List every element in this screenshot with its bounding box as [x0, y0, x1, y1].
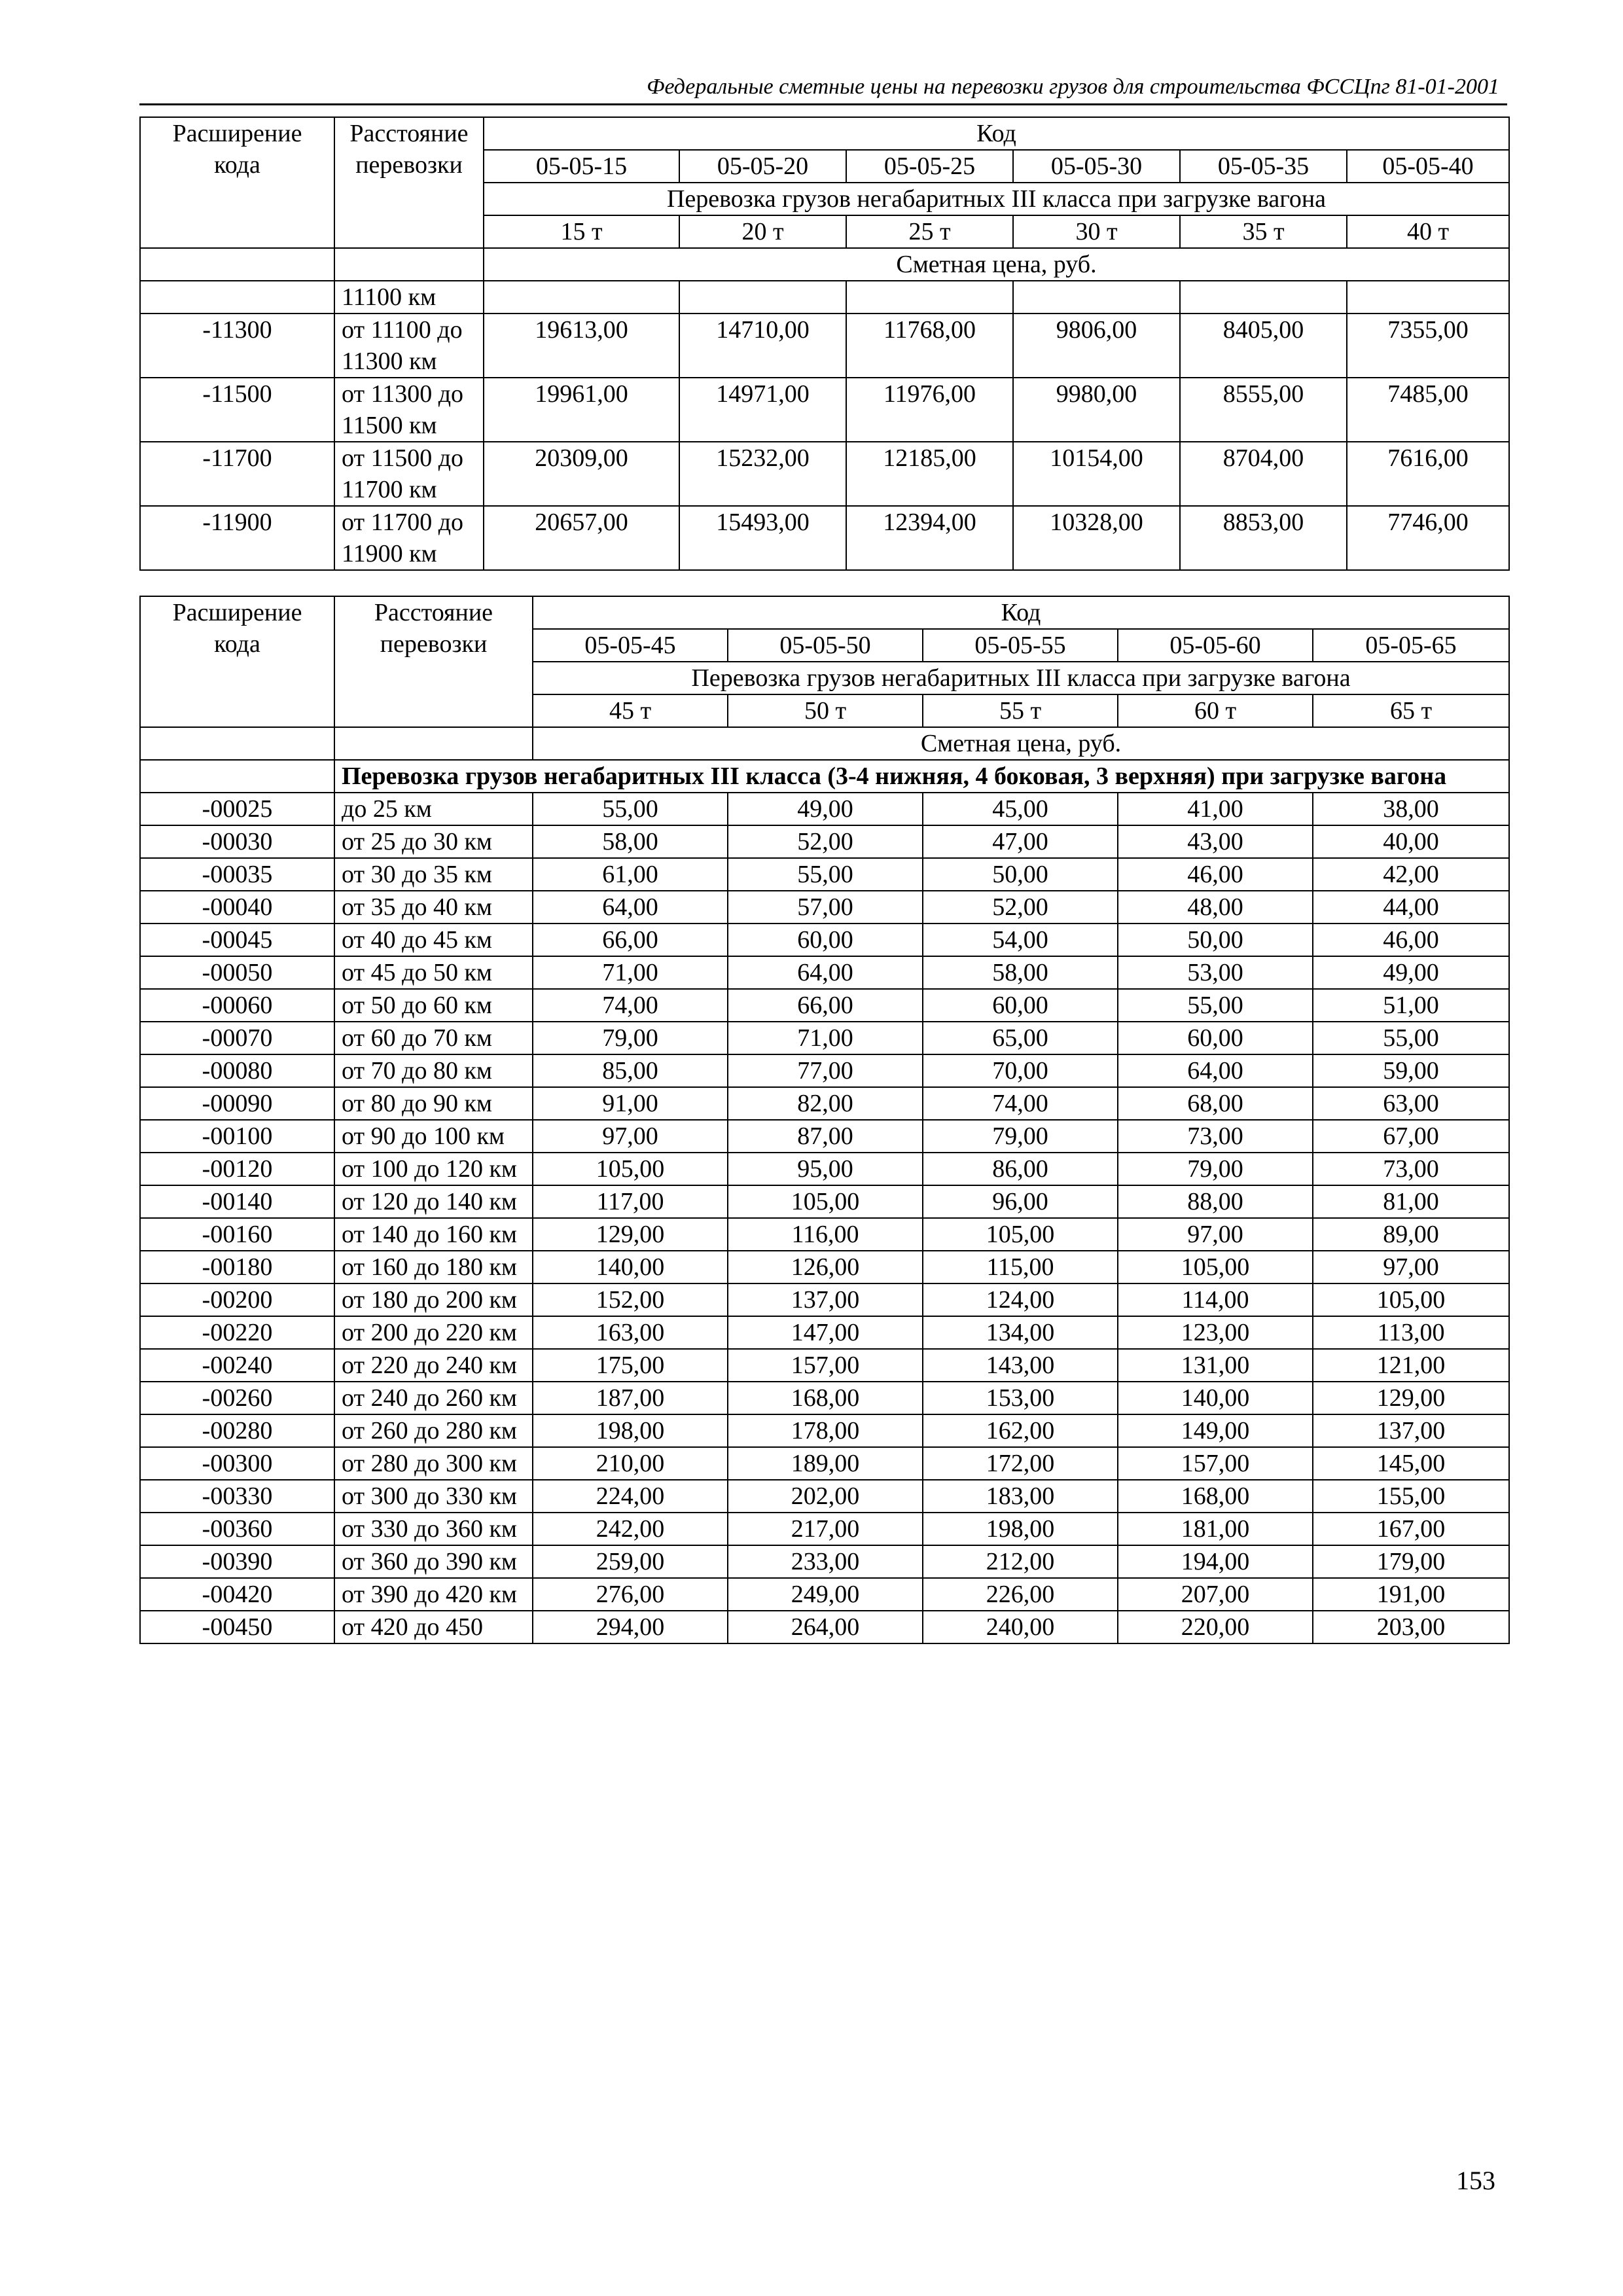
code-header: 05-05-55	[923, 629, 1118, 662]
table-row	[140, 1283, 1509, 1316]
table-row	[140, 956, 1509, 989]
header-description: Перевозка грузов негабаритных III класса при загрузке вагона	[533, 662, 1509, 694]
row-price: 46,00	[1118, 858, 1313, 891]
weight-header: 55 т	[923, 694, 1118, 727]
row-extension: -00260	[140, 1382, 334, 1414]
row-price: 121,00	[1313, 1349, 1509, 1382]
row-price: 115,00	[923, 1251, 1118, 1283]
empty-cell	[140, 727, 334, 760]
table-row	[140, 1349, 1509, 1382]
row-price: 9806,00	[1013, 314, 1180, 378]
row-price: 57,00	[728, 891, 923, 924]
table-row	[140, 1251, 1509, 1283]
row-price: 77,00	[728, 1054, 923, 1087]
row-price: 162,00	[923, 1414, 1118, 1447]
row-price: 105,00	[1118, 1251, 1313, 1283]
row-price: 55,00	[728, 858, 923, 891]
row-distance: от 30 до 35 км	[334, 858, 533, 891]
row-price: 68,00	[1118, 1087, 1313, 1120]
running-header	[139, 71, 1507, 105]
row-price: 48,00	[1118, 891, 1313, 924]
row-price: 97,00	[533, 1120, 728, 1153]
weight-header: 35 т	[1180, 215, 1347, 248]
table-row	[140, 1218, 1509, 1251]
row-price: 97,00	[1313, 1251, 1509, 1283]
header-code: Код	[533, 596, 1509, 629]
row-price: 50,00	[923, 858, 1118, 891]
table-row	[140, 1153, 1509, 1185]
row-price: 53,00	[1118, 956, 1313, 989]
row-price: 168,00	[728, 1382, 923, 1414]
table-row	[140, 989, 1509, 1022]
row-distance: от 100 до 120 км	[334, 1153, 533, 1185]
row-price: 134,00	[923, 1316, 1118, 1349]
table-row	[140, 1545, 1509, 1578]
empty-cell	[140, 248, 334, 281]
row-price: 124,00	[923, 1283, 1118, 1316]
row-extension: -00070	[140, 1022, 334, 1054]
row-extension: -11900	[140, 506, 334, 570]
row-distance: от 50 до 60 км	[334, 989, 533, 1022]
row-price: 240,00	[923, 1611, 1118, 1643]
row-distance: от 260 до 280 км	[334, 1414, 533, 1447]
row-price: 87,00	[728, 1120, 923, 1153]
row-price: 8853,00	[1180, 506, 1347, 570]
code-header: 05-05-60	[1118, 629, 1313, 662]
row-price: 15232,00	[679, 442, 846, 506]
row-price: 64,00	[728, 956, 923, 989]
row-price: 8704,00	[1180, 442, 1347, 506]
row-price: 63,00	[1313, 1087, 1509, 1120]
empty-cell	[1180, 281, 1347, 314]
row-price: 96,00	[923, 1185, 1118, 1218]
row-price: 19961,00	[484, 378, 679, 442]
row-extension: -00090	[140, 1087, 334, 1120]
row-distance: от 25 до 30 км	[334, 825, 533, 858]
header-extension: Расширение кода	[140, 596, 334, 727]
table-row	[140, 1480, 1509, 1513]
row-extension: -00140	[140, 1185, 334, 1218]
table-row	[140, 793, 1509, 825]
table-row	[140, 1316, 1509, 1349]
row-price: 224,00	[533, 1480, 728, 1513]
row-price: 233,00	[728, 1545, 923, 1578]
table-row	[140, 1447, 1509, 1480]
row-price: 43,00	[1118, 825, 1313, 858]
row-price: 19613,00	[484, 314, 679, 378]
weight-header: 30 т	[1013, 215, 1180, 248]
row-price: 85,00	[533, 1054, 728, 1087]
code-header: 05-05-30	[1013, 150, 1180, 183]
row-distance: от 11100 до 11300 км	[334, 314, 484, 378]
row-price: 157,00	[1118, 1447, 1313, 1480]
row-distance: от 420 до 450	[334, 1611, 533, 1643]
row-distance: от 160 до 180 км	[334, 1251, 533, 1283]
page-number: 153	[1456, 2166, 1495, 2195]
row-price: 45,00	[923, 793, 1118, 825]
row-price: 105,00	[728, 1185, 923, 1218]
table-row	[140, 1513, 1509, 1545]
row-extension: -00390	[140, 1545, 334, 1578]
row-price: 71,00	[533, 956, 728, 989]
row-distance: от 11700 до 11900 км	[334, 506, 484, 570]
row-price: 220,00	[1118, 1611, 1313, 1643]
row-price: 61,00	[533, 858, 728, 891]
weight-header: 20 т	[679, 215, 846, 248]
row-price: 116,00	[728, 1218, 923, 1251]
row-price: 38,00	[1313, 793, 1509, 825]
row-price: 79,00	[533, 1022, 728, 1054]
row-distance: от 300 до 330 км	[334, 1480, 533, 1513]
code-header: 05-05-25	[846, 150, 1013, 183]
row-price: 194,00	[1118, 1545, 1313, 1578]
row-price: 11768,00	[846, 314, 1013, 378]
row-price: 74,00	[533, 989, 728, 1022]
row-price: 8555,00	[1180, 378, 1347, 442]
row-price: 88,00	[1118, 1185, 1313, 1218]
row-extension: -00240	[140, 1349, 334, 1382]
table-row	[140, 1054, 1509, 1087]
price-table-2	[139, 596, 1510, 1644]
row-price: 264,00	[728, 1611, 923, 1643]
row-extension: -00035	[140, 858, 334, 891]
weight-header: 50 т	[728, 694, 923, 727]
table-row	[140, 1414, 1509, 1447]
row-price: 66,00	[533, 924, 728, 956]
row-price: 145,00	[1313, 1447, 1509, 1480]
row-extension: -00040	[140, 891, 334, 924]
row-price: 140,00	[533, 1251, 728, 1283]
row-price: 191,00	[1313, 1578, 1509, 1611]
row-price: 73,00	[1313, 1153, 1509, 1185]
row-distance: от 40 до 45 км	[334, 924, 533, 956]
row-price: 152,00	[533, 1283, 728, 1316]
row-price: 212,00	[923, 1545, 1118, 1578]
row-price: 49,00	[1313, 956, 1509, 989]
row-price: 54,00	[923, 924, 1118, 956]
row-price: 74,00	[923, 1087, 1118, 1120]
row-price: 12185,00	[846, 442, 1013, 506]
empty-cell	[334, 248, 484, 281]
row-price: 123,00	[1118, 1316, 1313, 1349]
table-row	[140, 1087, 1509, 1120]
row-price: 149,00	[1118, 1414, 1313, 1447]
empty-cell	[679, 281, 846, 314]
row-price: 249,00	[728, 1578, 923, 1611]
row-extension: -00050	[140, 956, 334, 989]
row-price: 47,00	[923, 825, 1118, 858]
row-price: 105,00	[1313, 1283, 1509, 1316]
price-table-1	[139, 117, 1510, 571]
code-header: 05-05-20	[679, 150, 846, 183]
empty-cell	[1013, 281, 1180, 314]
table-row	[140, 378, 1509, 442]
row-price: 129,00	[533, 1218, 728, 1251]
row-extension: -00120	[140, 1153, 334, 1185]
row-distance: от 280 до 300 км	[334, 1447, 533, 1480]
row-price: 147,00	[728, 1316, 923, 1349]
code-header: 05-05-65	[1313, 629, 1509, 662]
row-price: 20309,00	[484, 442, 679, 506]
row-extension: -00045	[140, 924, 334, 956]
row-extension: -00330	[140, 1480, 334, 1513]
weight-header: 25 т	[846, 215, 1013, 248]
row-price: 97,00	[1118, 1218, 1313, 1251]
row-price: 179,00	[1313, 1545, 1509, 1578]
row-price: 226,00	[923, 1578, 1118, 1611]
row-price: 155,00	[1313, 1480, 1509, 1513]
row-price: 276,00	[533, 1578, 728, 1611]
empty-cell	[140, 281, 334, 314]
row-distance: от 35 до 40 км	[334, 891, 533, 924]
row-price: 181,00	[1118, 1513, 1313, 1545]
row-price: 67,00	[1313, 1120, 1509, 1153]
row-distance: от 120 до 140 км	[334, 1185, 533, 1218]
row-price: 12394,00	[846, 506, 1013, 570]
code-header: 05-05-40	[1347, 150, 1509, 183]
row-price: 86,00	[923, 1153, 1118, 1185]
table-row	[140, 1022, 1509, 1054]
row-price: 157,00	[728, 1349, 923, 1382]
header-title: Федеральные сметные цены на перевозки грузов для строительства ФССЦпг 81-01-2001	[647, 75, 1499, 99]
row-distance: от 360 до 390 км	[334, 1545, 533, 1578]
row-price: 64,00	[533, 891, 728, 924]
row-price: 44,00	[1313, 891, 1509, 924]
code-header: 05-05-15	[484, 150, 679, 183]
row-price: 49,00	[728, 793, 923, 825]
row-price: 65,00	[923, 1022, 1118, 1054]
row-extension: -11500	[140, 378, 334, 442]
row-distance: до 25 км	[334, 793, 533, 825]
row-price: 105,00	[533, 1153, 728, 1185]
row-price: 175,00	[533, 1349, 728, 1382]
header-extension: Расширение кода	[140, 117, 334, 248]
row-price: 168,00	[1118, 1480, 1313, 1513]
row-price: 91,00	[533, 1087, 728, 1120]
table-row	[140, 1611, 1509, 1643]
row-distance: от 220 до 240 км	[334, 1349, 533, 1382]
row-extension: -00280	[140, 1414, 334, 1447]
row-extension: -00160	[140, 1218, 334, 1251]
row-extension: -00025	[140, 793, 334, 825]
row-extension: -00200	[140, 1283, 334, 1316]
row-price: 55,00	[1313, 1022, 1509, 1054]
row-extension: -00300	[140, 1447, 334, 1480]
row-price: 105,00	[923, 1218, 1118, 1251]
row-price: 59,00	[1313, 1054, 1509, 1087]
row-price: 95,00	[728, 1153, 923, 1185]
row-price: 51,00	[1313, 989, 1509, 1022]
weight-header: 60 т	[1118, 694, 1313, 727]
row-price: 217,00	[728, 1513, 923, 1545]
header-distance: Расстояние перевозки	[334, 596, 533, 727]
row-price: 40,00	[1313, 825, 1509, 858]
row-price: 242,00	[533, 1513, 728, 1545]
row-price: 41,00	[1118, 793, 1313, 825]
table-row	[140, 858, 1509, 891]
row-price: 14971,00	[679, 378, 846, 442]
empty-cell	[334, 727, 533, 760]
row-price: 58,00	[923, 956, 1118, 989]
table-row	[140, 1578, 1509, 1611]
row-distance: от 70 до 80 км	[334, 1054, 533, 1087]
row-price: 137,00	[728, 1283, 923, 1316]
row-price: 70,00	[923, 1054, 1118, 1087]
row-price: 163,00	[533, 1316, 728, 1349]
table-row	[140, 506, 1509, 570]
table-row	[140, 314, 1509, 378]
row-distance: от 240 до 260 км	[334, 1382, 533, 1414]
row-price: 143,00	[923, 1349, 1118, 1382]
row-price: 126,00	[728, 1251, 923, 1283]
row-distance: от 90 до 100 км	[334, 1120, 533, 1153]
code-header: 05-05-35	[1180, 150, 1347, 183]
row-price: 178,00	[728, 1414, 923, 1447]
row-distance: от 80 до 90 км	[334, 1087, 533, 1120]
row-distance: от 45 до 50 км	[334, 956, 533, 989]
row-price: 129,00	[1313, 1382, 1509, 1414]
row-price: 172,00	[923, 1447, 1118, 1480]
row-price: 167,00	[1313, 1513, 1509, 1545]
row-price: 7746,00	[1347, 506, 1509, 570]
row-price: 58,00	[533, 825, 728, 858]
table-row	[140, 442, 1509, 506]
header-price: Сметная цена, руб.	[533, 727, 1509, 760]
row-price: 117,00	[533, 1185, 728, 1218]
row-price: 210,00	[533, 1447, 728, 1480]
row-price: 7355,00	[1347, 314, 1509, 378]
row-price: 140,00	[1118, 1382, 1313, 1414]
row-extension: -11700	[140, 442, 334, 506]
row-price: 81,00	[1313, 1185, 1509, 1218]
row-price: 9980,00	[1013, 378, 1180, 442]
row-price: 14710,00	[679, 314, 846, 378]
carry-over-distance: 11100 км	[334, 281, 484, 314]
row-extension: -00180	[140, 1251, 334, 1283]
row-extension: -00100	[140, 1120, 334, 1153]
row-extension: -00220	[140, 1316, 334, 1349]
row-price: 55,00	[533, 793, 728, 825]
row-price: 10328,00	[1013, 506, 1180, 570]
row-price: 89,00	[1313, 1218, 1509, 1251]
weight-header: 45 т	[533, 694, 728, 727]
row-distance: от 11300 до 11500 км	[334, 378, 484, 442]
row-price: 73,00	[1118, 1120, 1313, 1153]
row-distance: от 60 до 70 км	[334, 1022, 533, 1054]
row-price: 20657,00	[484, 506, 679, 570]
weight-header: 15 т	[484, 215, 679, 248]
row-price: 137,00	[1313, 1414, 1509, 1447]
row-price: 60,00	[923, 989, 1118, 1022]
row-price: 7616,00	[1347, 442, 1509, 506]
weight-header: 65 т	[1313, 694, 1509, 727]
row-price: 189,00	[728, 1447, 923, 1480]
table-row	[140, 924, 1509, 956]
section-title: Перевозка грузов негабаритных III класса (3-4 нижняя, 4 боковая, 3 верхняя) при загрузке вагона	[334, 760, 1509, 793]
table-row	[140, 1120, 1509, 1153]
row-distance: от 330 до 360 км	[334, 1513, 533, 1545]
row-price: 52,00	[923, 891, 1118, 924]
row-price: 60,00	[1118, 1022, 1313, 1054]
row-price: 66,00	[728, 989, 923, 1022]
code-header: 05-05-50	[728, 629, 923, 662]
code-header: 05-05-45	[533, 629, 728, 662]
row-price: 203,00	[1313, 1611, 1509, 1643]
weight-header: 40 т	[1347, 215, 1509, 248]
row-price: 114,00	[1118, 1283, 1313, 1316]
row-distance: от 11500 до 11700 км	[334, 442, 484, 506]
row-distance: от 180 до 200 км	[334, 1283, 533, 1316]
row-price: 60,00	[728, 924, 923, 956]
row-price: 198,00	[533, 1414, 728, 1447]
table-row	[140, 825, 1509, 858]
header-code: Код	[484, 117, 1509, 150]
row-price: 207,00	[1118, 1578, 1313, 1611]
empty-cell	[846, 281, 1013, 314]
row-extension: -00060	[140, 989, 334, 1022]
row-price: 198,00	[923, 1513, 1118, 1545]
row-price: 64,00	[1118, 1054, 1313, 1087]
table-row	[140, 1185, 1509, 1218]
row-distance: от 390 до 420 км	[334, 1578, 533, 1611]
row-price: 8405,00	[1180, 314, 1347, 378]
row-price: 259,00	[533, 1545, 728, 1578]
row-price: 131,00	[1118, 1349, 1313, 1382]
row-price: 82,00	[728, 1087, 923, 1120]
header-description: Перевозка грузов негабаритных III класса при загрузке вагона	[484, 183, 1509, 215]
row-price: 183,00	[923, 1480, 1118, 1513]
row-price: 79,00	[923, 1120, 1118, 1153]
row-price: 11976,00	[846, 378, 1013, 442]
row-price: 79,00	[1118, 1153, 1313, 1185]
row-price: 46,00	[1313, 924, 1509, 956]
row-price: 7485,00	[1347, 378, 1509, 442]
row-price: 202,00	[728, 1480, 923, 1513]
row-price: 153,00	[923, 1382, 1118, 1414]
header-distance: Расстояние перевозки	[334, 117, 484, 248]
table-row	[140, 1382, 1509, 1414]
row-extension: -00420	[140, 1578, 334, 1611]
row-price: 50,00	[1118, 924, 1313, 956]
row-price: 71,00	[728, 1022, 923, 1054]
row-price: 113,00	[1313, 1316, 1509, 1349]
empty-cell	[1347, 281, 1509, 314]
empty-cell	[140, 760, 334, 793]
row-price: 187,00	[533, 1382, 728, 1414]
empty-cell	[484, 281, 679, 314]
row-price: 55,00	[1118, 989, 1313, 1022]
row-distance: от 200 до 220 км	[334, 1316, 533, 1349]
row-price: 42,00	[1313, 858, 1509, 891]
row-price: 10154,00	[1013, 442, 1180, 506]
row-distance: от 140 до 160 км	[334, 1218, 533, 1251]
row-extension: -11300	[140, 314, 334, 378]
row-extension: -00080	[140, 1054, 334, 1087]
row-price: 294,00	[533, 1611, 728, 1643]
header-price: Сметная цена, руб.	[484, 248, 1509, 281]
table-row	[140, 891, 1509, 924]
row-extension: -00450	[140, 1611, 334, 1643]
row-price: 15493,00	[679, 506, 846, 570]
row-price: 52,00	[728, 825, 923, 858]
row-extension: -00360	[140, 1513, 334, 1545]
row-extension: -00030	[140, 825, 334, 858]
